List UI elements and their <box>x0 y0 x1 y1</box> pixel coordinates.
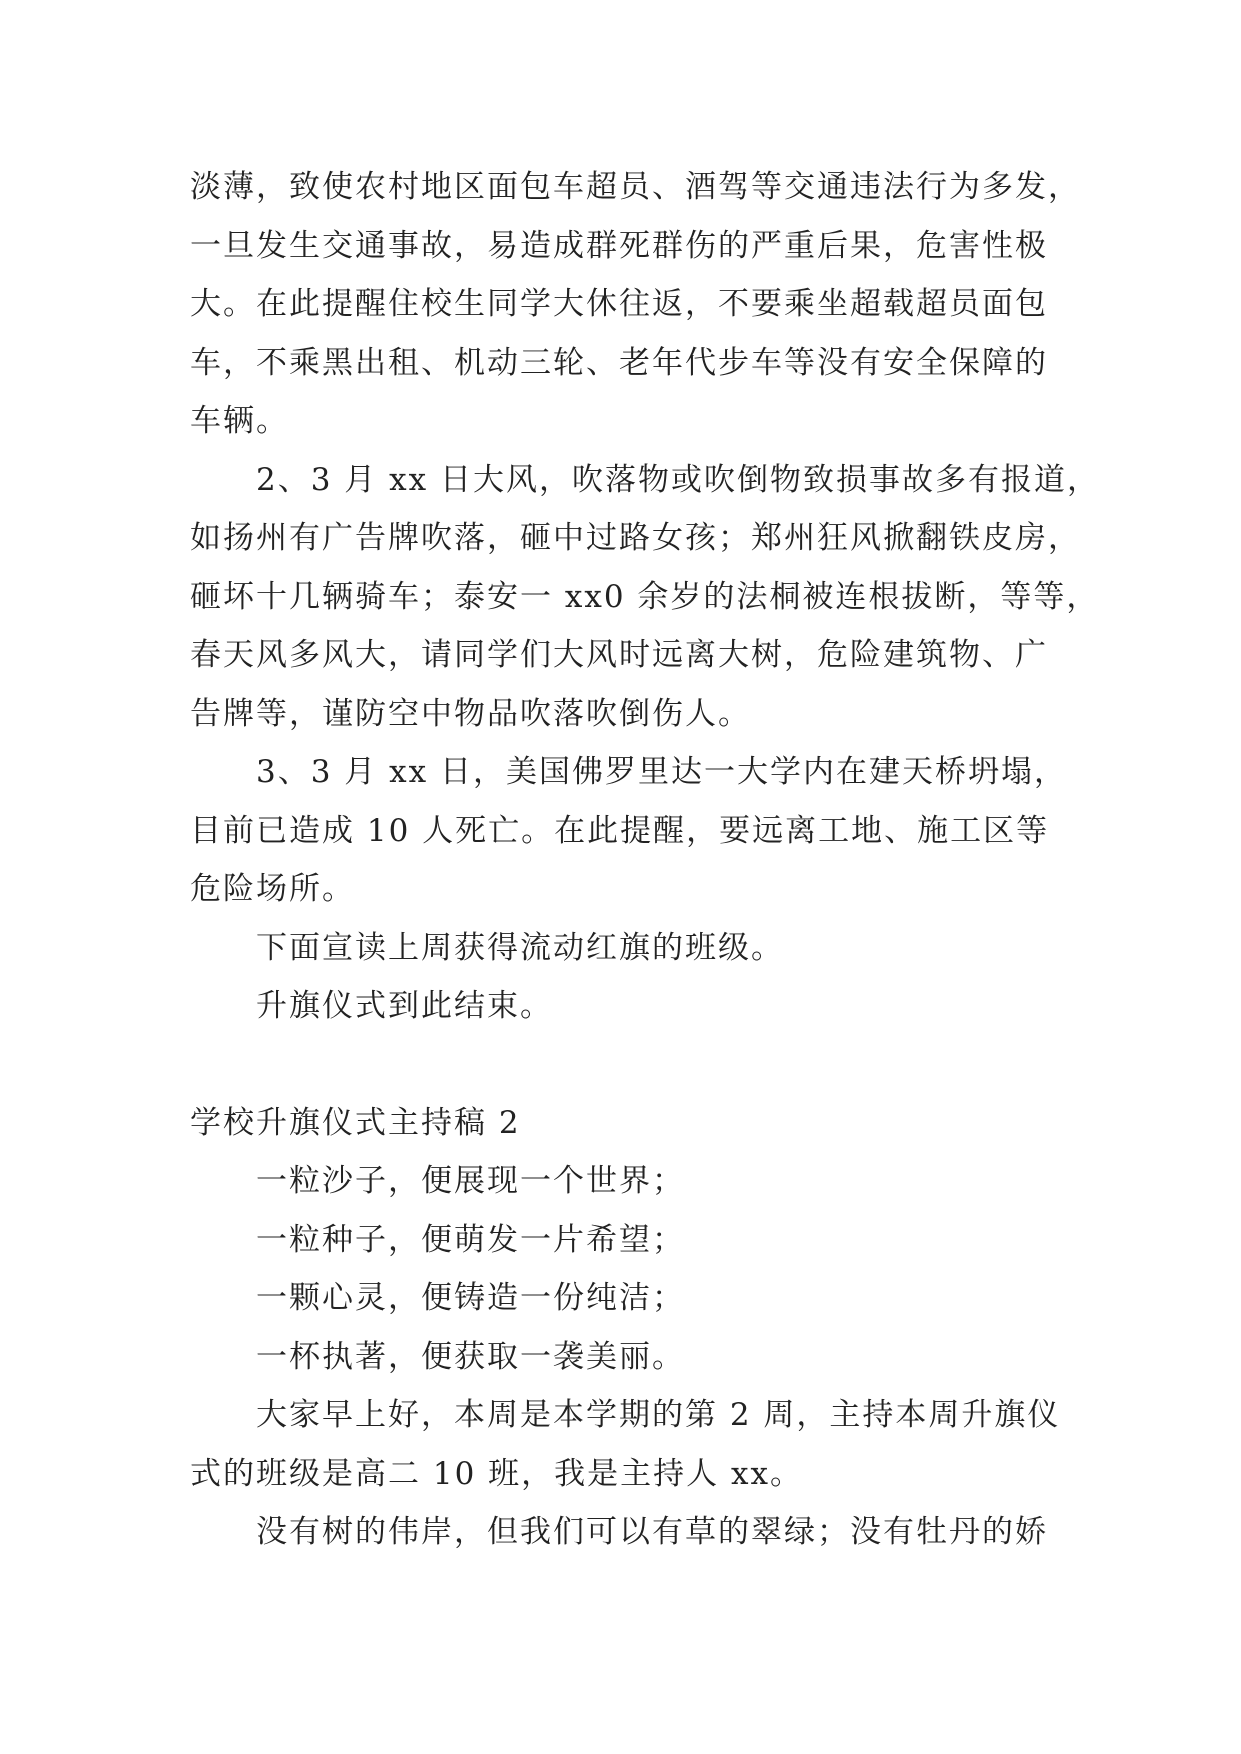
document-body <box>190 158 1100 1562</box>
paragraph-grass-metaphor <box>190 1503 1070 1562</box>
text-line: 大家早上好，本周是本学期的第 2 周，主持本周升旗仪 <box>190 1397 1061 1433</box>
text-line: 春天风多风大，请同学们大风时远离大树，危险建筑物、广 <box>190 637 1048 673</box>
paragraph-poem-line-3 <box>190 1269 1070 1328</box>
paragraph-poem-line-1 <box>190 1152 1070 1211</box>
text-line: 没有树的伟岸，但我们可以有草的翠绿；没有牡丹的娇 <box>190 1514 1048 1550</box>
paragraph-greeting <box>190 1386 1070 1503</box>
paragraph-red-flag <box>190 919 1070 978</box>
paragraph-poem-line-2 <box>190 1211 1070 1270</box>
paragraph-wind-warning <box>190 451 1100 744</box>
paragraph-ceremony-end <box>190 977 1070 1036</box>
text-line: 式的班级是高二 10 班，我是主持人 xx。 <box>190 1455 803 1492</box>
paragraph-poem-line-4 <box>190 1328 1070 1387</box>
text-line: 目前已造成 10 人死亡。在此提醒，要远离工地、施工区等 <box>190 812 1050 849</box>
text-line: 一杯执著，便获取一袭美丽。 <box>190 1338 685 1375</box>
text-line: 大。在此提醒住校生同学大休往返，不要乘坐超载超员面包 <box>190 286 1048 322</box>
section-title: 学校升旗仪式主持稿 2 <box>190 1104 521 1141</box>
text-line: 一颗心灵，便铸造一份纯洁； <box>190 1280 685 1316</box>
text-line: 一粒种子，便萌发一片希望； <box>190 1221 685 1258</box>
text-line: 3、3 月 xx 日，美国佛罗里达一大学内在建天桥坍塌， <box>190 754 1067 790</box>
text-line: 升旗仪式到此结束。 <box>190 988 553 1024</box>
text-line: 下面宣读上周获得流动红旗的班级。 <box>190 929 784 966</box>
section-spacer <box>190 1036 1070 1094</box>
text-line: 危险场所。 <box>190 871 355 907</box>
text-line: 车辆。 <box>190 403 289 439</box>
text-line: 车，不乘黑出租、机动三轮、老年代步车等没有安全保障的 <box>190 344 1048 381</box>
paragraph-traffic-safety <box>190 158 1081 451</box>
text-line: 2、3 月 xx 日大风，吹落物或吹倒物致损事故多有报道， <box>190 461 1100 498</box>
text-line: 一旦发生交通事故，易造成群死群伤的严重后果，危害性极 <box>190 227 1048 264</box>
paragraph-bridge-collapse <box>190 743 1070 919</box>
text-line: 淡薄，致使农村地区面包车超员、酒驾等交通违法行为多发， <box>190 169 1081 205</box>
text-line: 一粒沙子，便展现一个世界； <box>190 1163 685 1199</box>
text-line: 砸坏十几辆骑车；泰安一 xx0 余岁的法桐被连根拔断，等等， <box>190 578 1100 615</box>
text-line: 如扬州有广告牌吹落，砸中过路女孩；郑州狂风掀翻铁皮房， <box>190 520 1081 556</box>
text-line: 告牌等，谨防空中物品吹落吹倒伤人。 <box>190 695 751 732</box>
